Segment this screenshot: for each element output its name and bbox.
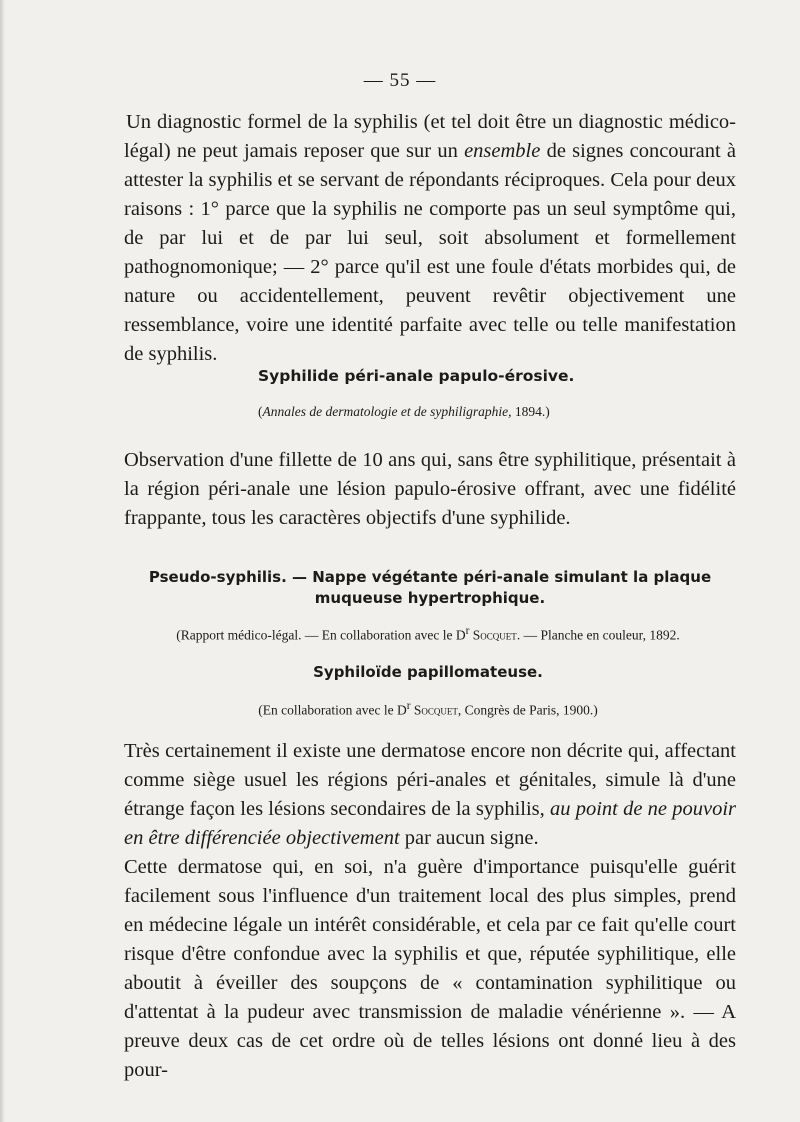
paragraph-medecine-legale: Cette dermatose qui, en soi, n'a guère d'importance puisqu'elle guérit facilement sous l'influence d'un traitement local des plus simples, prend en médecine légale un intérêt considérable, et cela par ce fait qu'elle court risque d'être confondue avec la syphilis et que, réputée syphilitique, elle aboutit à éveiller des soupçons de « contamination syphilitique ou d'attentat à la pudeur avec transmission de maladie vénérienne ». — A preuve deux cas de cet ordre où de telles lésions ont donné lieu à des pour- (124, 856, 736, 1081)
paragraph-text: Un diagnostic formel de la syphilis (et tel doit être un diagnostic médico-légal) ne peut jamais reposer que sur un (124, 111, 736, 162)
citation-text: (Rapport médico-légal. — En collaboration avec le D (176, 627, 466, 643)
paragraph-text: de signes concourant à attester la syphilis et se servant de répondants réciproques. Cela pour deux raisons : 1° parce que la syphilis ne comporte pas un seul symptôme qui, de par lui et de par lui seul, soit absolument et formellement pathognomonique; — 2° parce qu'il est une foule d'états morbides qui, de nature ou accidentellement, peuvent revêtir objectivement une ressemblance, voire une identité parfaite avec telle ou telle manifestation de syphilis. (124, 140, 736, 365)
citation-sup: r (406, 700, 411, 712)
citation-congres (110, 697, 746, 720)
paragraph-text: Très certainement il existe une dermatose encore non décrite qui, affectant comme siège usuel les régions péri-anales et génitales, simule là d'une étrange façon les lésions secondaires de la syphilis, (124, 740, 736, 820)
citation-text: , Congrès de Paris, 1900.) (457, 702, 598, 718)
emphasis-text: ensemble (464, 140, 541, 162)
citation-open: ( (258, 404, 263, 419)
citation-year: 1894.) (511, 404, 550, 419)
paragraph-text: par aucun signe. (399, 827, 539, 849)
paragraph-diagnostic (124, 108, 736, 369)
section-heading-syphiloide: Syphiloïde papillomateuse. (313, 663, 543, 681)
citation-sup: r (465, 625, 470, 637)
page-number: — 55 — (363, 70, 437, 91)
citation-annales (258, 403, 618, 421)
citation-text: . — Planche en couleur, 1892. (516, 627, 680, 643)
citation-author: Socquet (410, 702, 458, 718)
citation-author: Socquet (469, 627, 517, 643)
citation-journal: Annales de dermatologie et de syphiligraphie, (262, 404, 512, 419)
section-heading-pseudo-syphilis: Pseudo-syphilis. — Nappe végétante péri-anale simulant la plaque muqueuse hypertrophique. (148, 568, 712, 607)
section-heading-syphilide: Syphilide péri-anale papulo-érosive. (258, 367, 575, 385)
paragraph-observation: Observation d'une fillette de 10 ans qui, sans être syphilitique, présentait à la région péri-anale une lésion papulo-érosive offrant, avec une fidélité frappante, tous les caractères objectifs d'une syphilide. (124, 449, 736, 529)
citation-rapport (110, 622, 746, 645)
paragraph-dermatose (124, 737, 736, 853)
citation-text: (En collaboration avec le D (258, 702, 407, 718)
emphasis-text: au point de ne pouvoir en être différenciée objectivement (124, 798, 736, 849)
